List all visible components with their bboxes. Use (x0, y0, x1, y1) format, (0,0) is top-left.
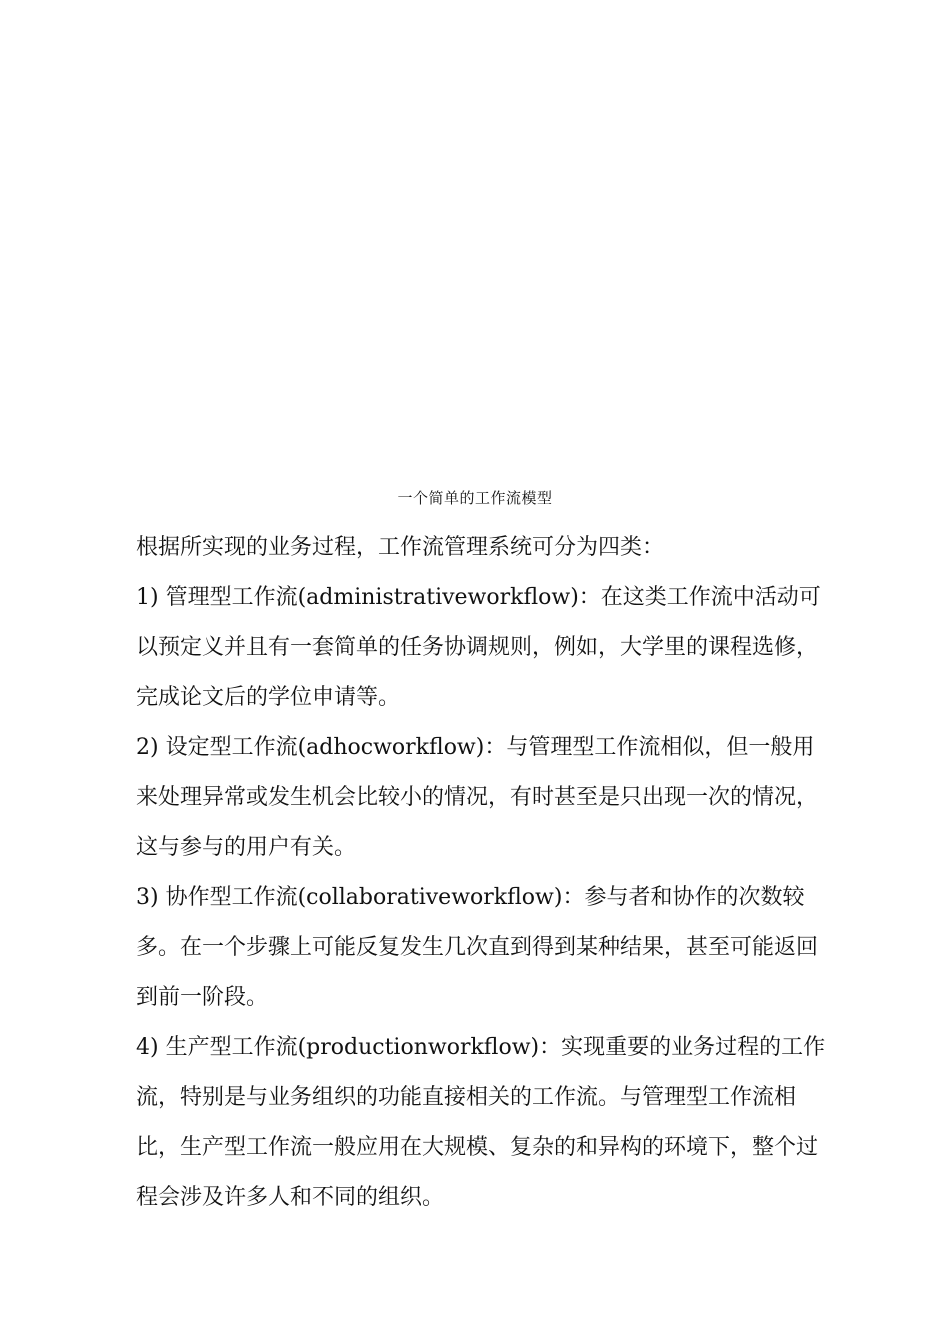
paragraph-collaborative: 3) 协作型工作流(collaborativeworkflow)：参与者和协作的次数较多。在一个步骤上可能反复发生几次直到得到某种结果，甚至可能返回到前一阶段。 (136, 885, 819, 1010)
paragraph-administrative: 1) 管理型工作流(administrativeworkflow)：在这类工作流中活动可以预定义并且有一套简单的任务协调规则，例如，大学里的课程选修，完成论文后的学位申请等。 (136, 585, 821, 710)
paragraph-production: 4) 生产型工作流(productionworkflow)：实现重要的业务过程的工作流，特别是与业务组织的功能直接相关的工作流。与管理型工作流相比，生产型工作流一般应用在大规模、复杂的和异构的环境下，整个过程会涉及许多人和不同的组织。 (136, 1035, 826, 1210)
figure-blank-area (136, 40, 826, 480)
paragraph-adhoc: 2) 设定型工作流(adhocworkflow)：与管理型工作流相似，但一般用来处理异常或发生机会比较小的情况，有时甚至是只出现一次的情况，这与参与的用户有关。 (136, 735, 819, 860)
intro-paragraph: 根据所实现的业务过程，工作流管理系统可分为四类： (136, 535, 665, 560)
figure-caption: 一个简单的工作流模型 (397, 489, 553, 507)
body-text (136, 523, 836, 1223)
